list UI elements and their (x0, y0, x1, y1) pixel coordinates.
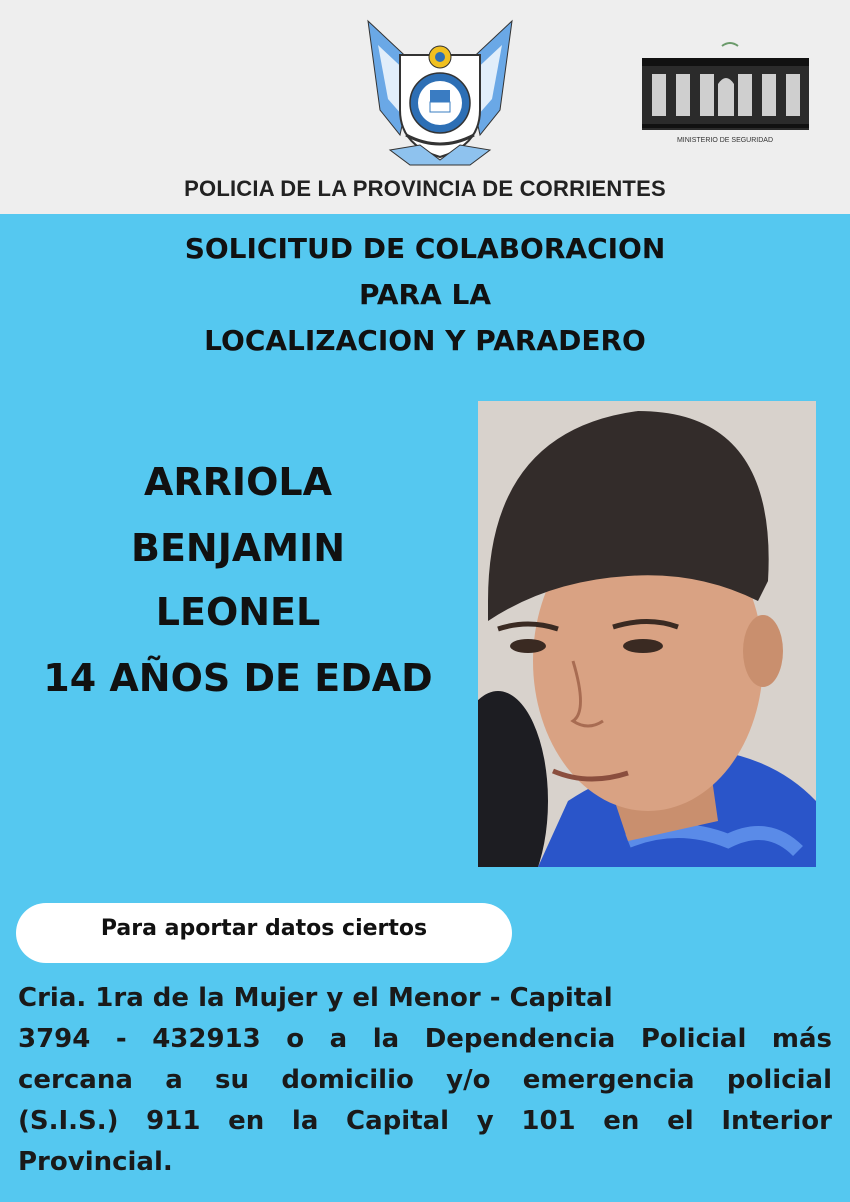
person-middle-name: LEONEL (155, 590, 321, 634)
missing-person-photo (478, 401, 816, 867)
contact-line-1: Cria. 1ra de la Mujer y el Menor - Capital (18, 983, 613, 1013)
person-age: 14 AÑOS DE EDAD (43, 656, 433, 700)
contact-line-2: 3794 - 432913 o a la Dependencia Policial más (18, 1024, 832, 1054)
organization-name: POLICIA DE LA PROVINCIA DE CORRIENTES (184, 176, 666, 201)
info-pill (16, 903, 512, 963)
contact-line-3: cercana a su domicilio y/o emergencia policial (18, 1065, 832, 1095)
contact-line-4: (S.I.S.) 911 en la Capital y 101 en el Interior (18, 1106, 832, 1136)
police-shield-icon (360, 15, 520, 167)
request-title-line-3: LOCALIZACION Y PARADERO (204, 324, 646, 357)
header-banner (0, 0, 850, 214)
ministry-label: MINISTERIO DE SEGURIDAD (676, 137, 774, 144)
contact-line-5: Provincial. (18, 1147, 173, 1177)
person-surname: ARRIOLA (144, 460, 332, 504)
request-title-line-1: SOLICITUD DE COLABORACION (184, 232, 666, 265)
request-title-line-2: PARA LA (358, 278, 492, 311)
person-first-name: BENJAMIN (130, 526, 346, 570)
info-pill-label: Para aportar datos ciertos (100, 916, 428, 941)
